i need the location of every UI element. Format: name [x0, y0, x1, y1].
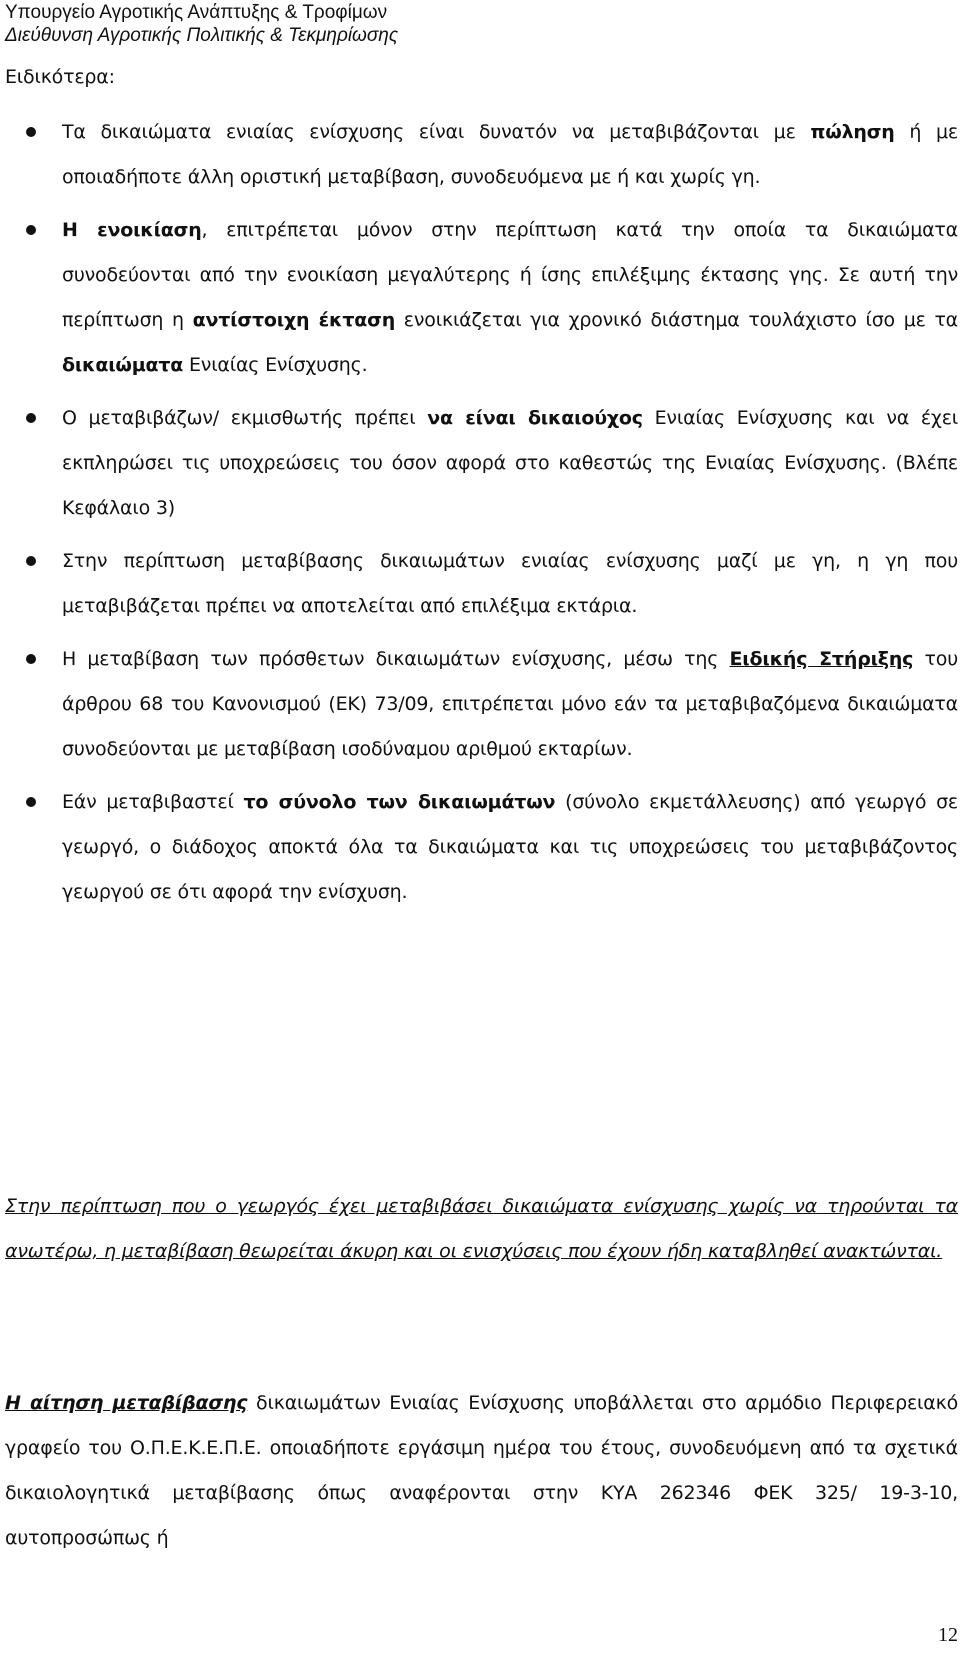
item-text: Στην περίπτωση μεταβίβασης δικαιωμάτων ενιαίας ενίσχυσης μαζί με γη, η γη που μεταβιβάζεται πρέπει να αποτελείται από επιλέξιμα εκτάρια.	[62, 550, 958, 617]
list-item	[0, 637, 960, 772]
header-ministry: Υπουργείο Αγροτικής Ανάπτυξης & Τροφίμων	[5, 2, 388, 23]
item-bold-text: το σύνολο των δικαιωμάτων	[243, 791, 556, 813]
item-bold-text: Ειδικής Στήριξης	[729, 648, 914, 670]
item-text: Η μεταβίβαση των πρόσθετων δικαιωμάτων ενίσχυσης, μέσω της	[62, 648, 730, 670]
item-bold-text: αντίστοιχη έκταση	[192, 309, 396, 331]
item-text: ενοικιάζεται για χρονικό διάστημα τουλάχιστο ίσο με τα	[395, 309, 959, 331]
item-bold-text: δικαιώματα	[62, 354, 184, 376]
item-text: Τα δικαιώματα ενιαίας ενίσχυσης είναι δυνατόν να μεταβιβάζονται με	[62, 121, 811, 143]
item-text: Ενιαίας Ενίσχυσης.	[183, 354, 368, 376]
header-directorate: Διεύθυνση Αγροτικής Πολιτικής & Τεκμηρίωσης	[5, 25, 399, 46]
item-text: Εάν μεταβιβαστεί	[62, 791, 244, 813]
bullet-icon	[26, 225, 36, 235]
bullet-icon	[26, 556, 36, 566]
intro-heading: Ειδικότερα:	[5, 66, 115, 88]
item-text: Ο μεταβιβάζων/ εκμισθωτής πρέπει	[62, 407, 428, 429]
paragraph-text: δικαιωμάτων Ενιαίας Ενίσχυσης υποβάλλεται στο αρμόδιο Περιφερειακό γραφείο του Ο.Π.Ε.Κ.Ε.Π.Ε. οποιαδήποτε εργάσιμη ημέρα του έτους, συνοδευόμενη από τα σχετικά δικαιολογητικά μεταβίβασης όπως αναφέρονται στην ΚΥΑ 262346 ΦΕΚ 325/ 19-3-10, αυτοπροσώπως ή	[5, 1392, 958, 1549]
item-bold-text: Η ενοικίαση	[62, 219, 202, 241]
paragraph-lead: Η αίτηση μεταβίβασης	[5, 1392, 248, 1414]
item-bold-text: πώληση	[810, 121, 895, 143]
list-item	[0, 539, 960, 629]
list-item	[0, 396, 960, 531]
list-item	[0, 110, 960, 200]
bullet-list	[0, 110, 960, 915]
bullet-icon	[26, 797, 36, 807]
item-text: του άρθρου 68 του Κανονισμού (ΕΚ) 73/09, επιτρέπεται μόνο εάν τα μεταβιβαζόμενα δικαιώματα συνοδεύονται με μεταβίβαση ισοδύναμου αριθμού εκταρίων.	[62, 648, 959, 760]
bullet-icon	[26, 127, 36, 137]
bullet-icon	[26, 413, 36, 423]
page-number: 12	[938, 1624, 958, 1646]
item-bold-text: να είναι δικαιούχος	[427, 407, 643, 429]
warning-paragraph: Στην περίπτωση που ο γεωργός έχει μεταβιβάσει δικαιώματα ενίσχυσης χωρίς να τηρούνται τα ανωτέρω, η μεταβίβαση θεωρείται άκυρη και οι ενισχύσεις που έχουν ήδη καταβληθεί ανακτώνται.	[5, 1195, 958, 1262]
item-text: ή με οποιαδήποτε άλλη οριστική μεταβίβαση, συνοδευόμενα με ή και χωρίς γη.	[62, 121, 958, 188]
item-text: (σύνολο εκμετάλλευσης) από γεωργό σε γεωργό, ο διάδοχος αποκτά όλα τα δικαιώματα και τις υποχρεώσεις του μεταβιβάζοντος γεωργού σε ότι αφορά την ενίσχυση.	[62, 791, 958, 903]
list-item	[0, 780, 960, 915]
item-text: Ενιαίας Ενίσχυσης και να έχει εκπληρώσει τις υποχρεώσεις του όσον αφορά στο καθεστώς της Ενιαίας Ενίσχυσης. (Βλέπε Κεφάλαιο 3)	[62, 407, 959, 519]
item-text: , επιτρέπεται μόνον στην περίπτωση κατά την οποία τα δικαιώματα συνοδεύονται από την ενοικίαση μεγαλύτερης ή ίσης επιλέξιμης έκτασης γης. Σε αυτή την περίπτωση η	[62, 219, 958, 331]
list-item	[0, 208, 960, 388]
bullet-icon	[26, 654, 36, 664]
application-paragraph	[5, 1381, 958, 1561]
